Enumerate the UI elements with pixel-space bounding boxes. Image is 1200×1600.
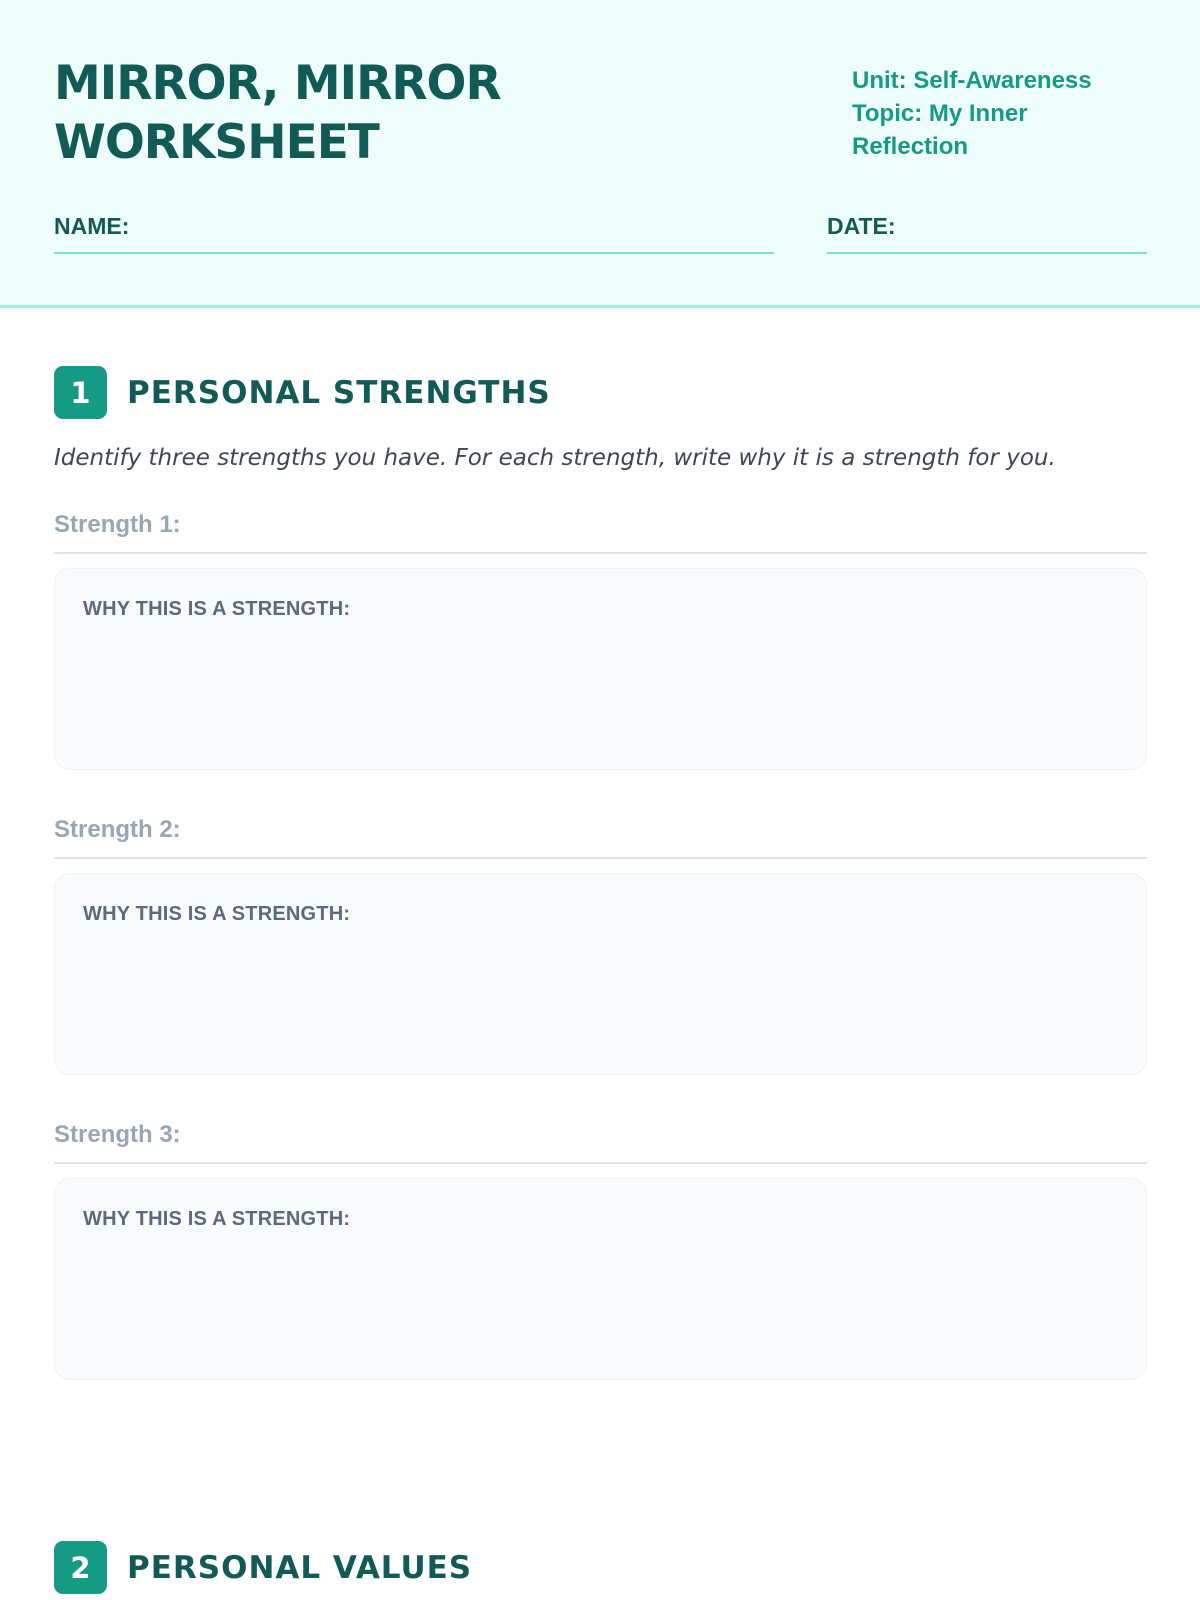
strength-3-why-box[interactable] [54, 1178, 1147, 1380]
title-line-2: WORKSHEET [54, 115, 379, 170]
section-1-heading [54, 366, 551, 419]
section-2-number-badge: 2 [54, 1541, 107, 1594]
strength-3-label: Strength 3: [54, 1121, 181, 1148]
section-2-title: PERSONAL VALUES [127, 1549, 473, 1586]
name-label: NAME: [54, 213, 130, 239]
worksheet-title [54, 54, 501, 172]
strength-3-why-label: WHY THIS IS A STRENGTH: [83, 1208, 351, 1230]
title-line-1: MIRROR, MIRROR [54, 56, 501, 111]
name-field[interactable] [54, 252, 774, 254]
strength-3-field[interactable] [54, 1162, 1147, 1164]
date-field[interactable] [827, 252, 1147, 254]
section-2-heading [54, 1541, 472, 1594]
strength-1-label: Strength 1: [54, 511, 181, 538]
section-1-title: PERSONAL STRENGTHS [127, 374, 551, 411]
strength-1-field[interactable] [54, 552, 1147, 554]
strength-1-why-box[interactable] [54, 568, 1147, 770]
strength-2-why-box[interactable] [54, 873, 1147, 1075]
strength-2-why-label: WHY THIS IS A STRENGTH: [83, 903, 351, 925]
section-1-instructions: Identify three strengths you have. For each strength, write why it is a strength for you. [54, 445, 1056, 471]
unit-topic-info [852, 64, 1112, 163]
unit-label: Unit: Self-Awareness [852, 67, 1092, 94]
strength-2-label: Strength 2: [54, 816, 181, 843]
strength-1-why-label: WHY THIS IS A STRENGTH: [83, 598, 351, 620]
worksheet-header [0, 0, 1200, 308]
strength-2-field[interactable] [54, 857, 1147, 859]
topic-label: Topic: My Inner Reflection [852, 100, 1028, 160]
date-label: DATE: [827, 213, 896, 239]
section-1-number-badge: 1 [54, 366, 107, 419]
